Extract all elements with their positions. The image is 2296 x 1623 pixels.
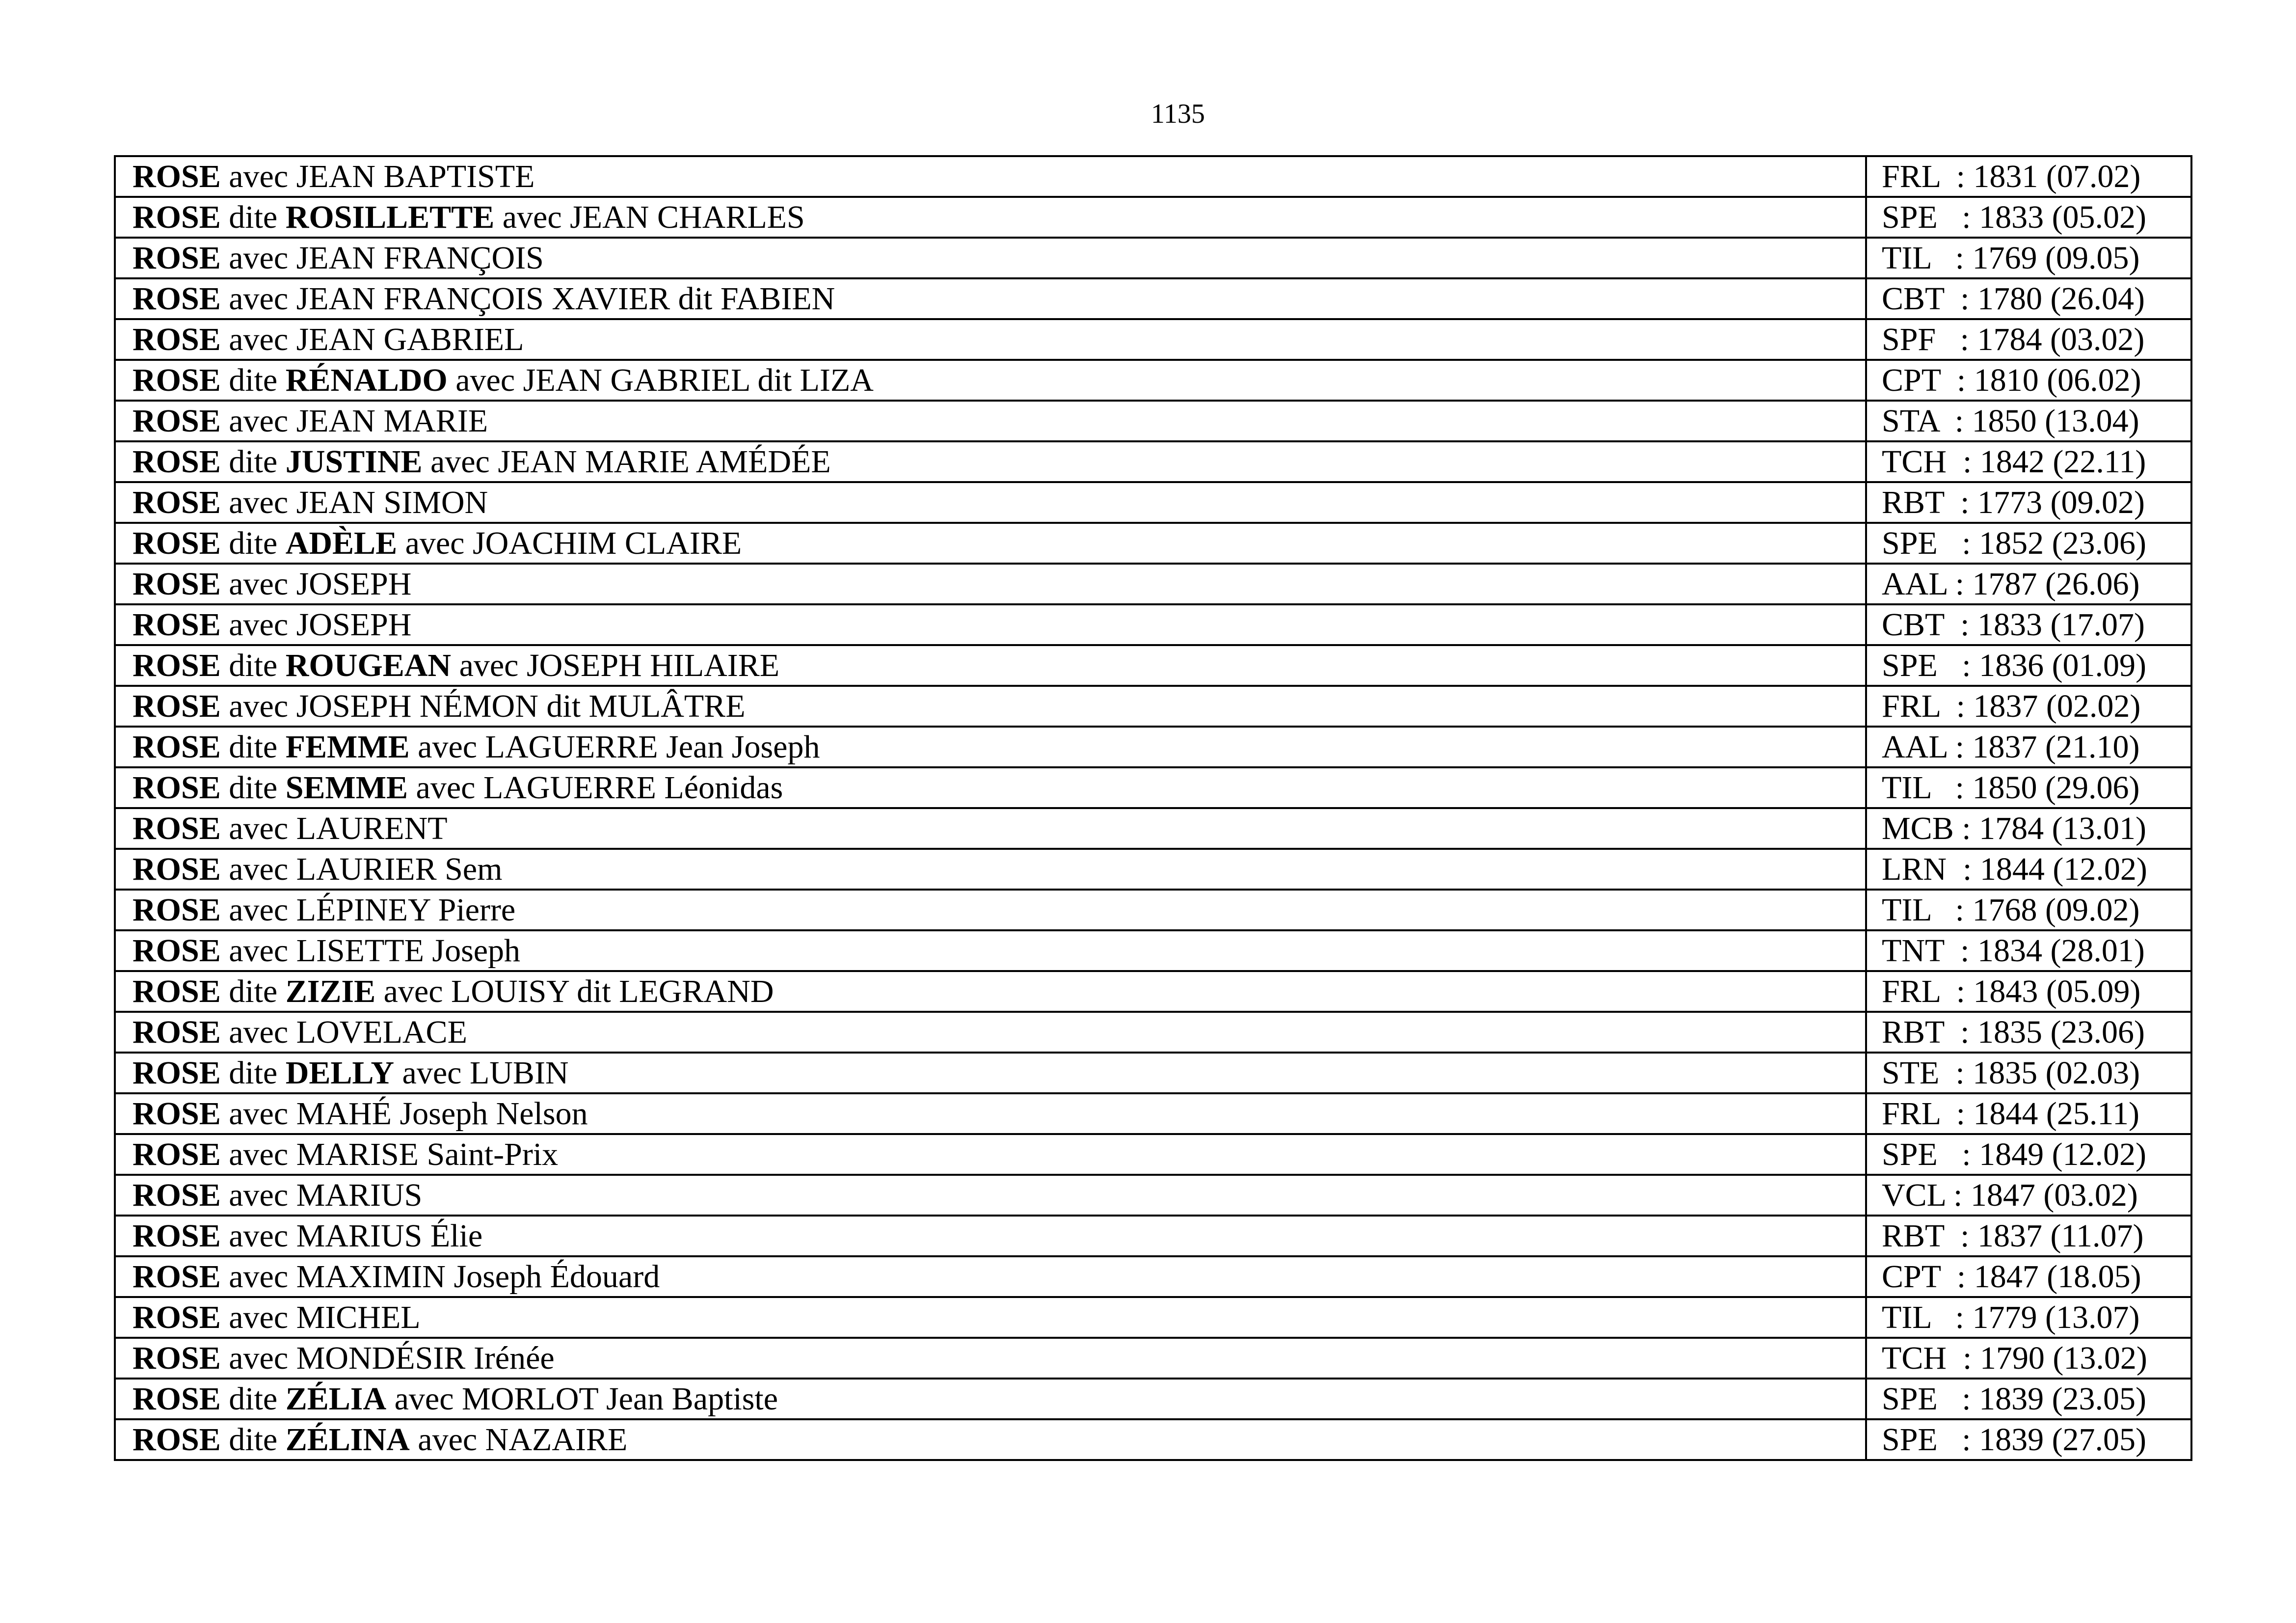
bride-alias: ROUGEAN xyxy=(285,648,452,683)
bride-name: ROSE xyxy=(133,1299,221,1335)
table-row xyxy=(115,971,2191,1012)
parish-date-reference: SPE : 1833 (05.02) xyxy=(1882,199,2147,235)
parish-date-reference: STA : 1850 (13.04) xyxy=(1882,403,2139,439)
table-row xyxy=(115,808,2191,849)
names-cell xyxy=(115,319,1866,360)
reference-cell xyxy=(1866,1216,2191,1256)
reference-cell xyxy=(1866,767,2191,808)
names-cell xyxy=(115,401,1866,441)
bride-alias: JUSTINE xyxy=(285,444,423,480)
bride-alias: FEMME xyxy=(285,729,410,765)
table-row xyxy=(115,1256,2191,1297)
names-cell xyxy=(115,727,1866,767)
bride-alias: ROSILLETTE xyxy=(285,199,495,235)
names-cell xyxy=(115,1297,1866,1338)
parish-date-reference: SPE : 1849 (12.02) xyxy=(1882,1136,2147,1172)
dite-word: dite xyxy=(229,1381,278,1417)
spouse-name: LOVELACE xyxy=(296,1014,467,1050)
parish-date-reference: LRN : 1844 (12.02) xyxy=(1882,851,2147,887)
bride-name: ROSE xyxy=(133,1218,221,1254)
reference-cell xyxy=(1866,849,2191,890)
avec-word: avec xyxy=(229,566,289,602)
dite-word: dite xyxy=(229,1422,278,1458)
reference-cell xyxy=(1866,441,2191,482)
table-row xyxy=(115,238,2191,278)
names-cell xyxy=(115,197,1866,238)
table-row xyxy=(115,401,2191,441)
dite-word: dite xyxy=(229,444,278,480)
names-cell xyxy=(115,645,1866,686)
avec-word: avec xyxy=(459,648,519,683)
parish-date-reference: FRL : 1837 (02.02) xyxy=(1882,688,2141,724)
table-row xyxy=(115,767,2191,808)
avec-word: avec xyxy=(229,851,289,887)
reference-cell xyxy=(1866,1134,2191,1175)
avec-word: avec xyxy=(405,525,465,561)
names-cell xyxy=(115,1053,1866,1093)
spouse-name: MAXIMIN Joseph Édouard xyxy=(296,1259,660,1295)
spouse-name: JOSEPH HILAIRE xyxy=(526,648,780,683)
spouse-name: LISETTE Joseph xyxy=(296,933,521,969)
reference-cell xyxy=(1866,808,2191,849)
bride-name: ROSE xyxy=(133,199,221,235)
table-row xyxy=(115,523,2191,564)
avec-word: avec xyxy=(229,1136,289,1172)
reference-cell xyxy=(1866,1053,2191,1093)
table-row xyxy=(115,441,2191,482)
table-row xyxy=(115,604,2191,645)
parish-date-reference: SPE : 1836 (01.09) xyxy=(1882,648,2147,683)
names-cell xyxy=(115,564,1866,604)
bride-name: ROSE xyxy=(133,444,221,480)
avec-word: avec xyxy=(229,485,289,520)
bride-name: ROSE xyxy=(133,729,221,765)
bride-name: ROSE xyxy=(133,525,221,561)
avec-word: avec xyxy=(502,199,562,235)
names-cell xyxy=(115,1134,1866,1175)
bride-name: ROSE xyxy=(133,240,221,276)
spouse-name: JOSEPH xyxy=(296,607,412,643)
names-cell xyxy=(115,360,1866,401)
spouse-name: JEAN MARIE xyxy=(296,403,488,439)
names-cell xyxy=(115,971,1866,1012)
names-cell xyxy=(115,1256,1866,1297)
parish-date-reference: CPT : 1847 (18.05) xyxy=(1882,1259,2141,1295)
avec-word: avec xyxy=(455,362,515,398)
spouse-name: JEAN BAPTISTE xyxy=(296,159,535,194)
bride-alias: ADÈLE xyxy=(285,525,398,561)
spouse-name: JEAN FRANÇOIS XAVIER dit FABIEN xyxy=(296,281,835,317)
parish-date-reference: TCH : 1790 (13.02) xyxy=(1882,1340,2147,1376)
parish-date-reference: MCB : 1784 (13.01) xyxy=(1882,811,2147,846)
names-cell xyxy=(115,767,1866,808)
parish-date-reference: STE : 1835 (02.03) xyxy=(1882,1055,2140,1091)
bride-alias: ZÉLIA xyxy=(285,1381,387,1417)
avec-word: avec xyxy=(416,770,476,806)
names-cell xyxy=(115,1093,1866,1134)
names-cell xyxy=(115,482,1866,523)
reference-cell xyxy=(1866,1379,2191,1419)
parish-date-reference: CBT : 1780 (26.04) xyxy=(1882,281,2145,317)
bride-name: ROSE xyxy=(133,362,221,398)
avec-word: avec xyxy=(229,892,289,928)
spouse-name: MARIUS xyxy=(296,1177,423,1213)
table-row xyxy=(115,360,2191,401)
spouse-name: MARISE Saint-Prix xyxy=(296,1136,559,1172)
dite-word: dite xyxy=(229,648,278,683)
table-row xyxy=(115,1175,2191,1216)
reference-cell xyxy=(1866,156,2191,197)
bride-name: ROSE xyxy=(133,566,221,602)
avec-word: avec xyxy=(229,1014,289,1050)
bride-name: ROSE xyxy=(133,1014,221,1050)
bride-name: ROSE xyxy=(133,933,221,969)
spouse-name: JEAN SIMON xyxy=(296,485,488,520)
dite-word: dite xyxy=(229,974,278,1009)
names-cell xyxy=(115,1012,1866,1053)
parish-date-reference: SPF : 1784 (03.02) xyxy=(1882,322,2145,357)
spouse-name: JEAN CHARLES xyxy=(570,199,805,235)
avec-word: avec xyxy=(229,688,289,724)
reference-cell xyxy=(1866,197,2191,238)
avec-word: avec xyxy=(229,1096,289,1132)
table-row xyxy=(115,1379,2191,1419)
parish-date-reference: TIL : 1850 (29.06) xyxy=(1882,770,2140,806)
spouse-name: JOSEPH xyxy=(296,566,412,602)
parish-date-reference: VCL : 1847 (03.02) xyxy=(1882,1177,2138,1213)
parish-date-reference: SPE : 1839 (27.05) xyxy=(1882,1422,2147,1458)
avec-word: avec xyxy=(229,159,289,194)
table-row xyxy=(115,564,2191,604)
spouse-name: LAURIER Sem xyxy=(296,851,503,887)
names-cell xyxy=(115,686,1866,727)
parish-date-reference: TIL : 1769 (09.05) xyxy=(1882,240,2140,276)
reference-cell xyxy=(1866,1175,2191,1216)
parish-date-reference: CPT : 1810 (06.02) xyxy=(1882,362,2141,398)
avec-word: avec xyxy=(229,322,289,357)
parish-date-reference: RBT : 1773 (09.02) xyxy=(1882,485,2145,520)
names-cell xyxy=(115,849,1866,890)
bride-alias: DELLY xyxy=(285,1055,395,1091)
bride-name: ROSE xyxy=(133,1136,221,1172)
reference-cell xyxy=(1866,1093,2191,1134)
parish-date-reference: AAL : 1787 (26.06) xyxy=(1882,566,2140,602)
names-cell xyxy=(115,930,1866,971)
bride-name: ROSE xyxy=(133,974,221,1009)
bride-name: ROSE xyxy=(133,1177,221,1213)
spouse-name: LAGUERRE Léonidas xyxy=(483,770,783,806)
reference-cell xyxy=(1866,1419,2191,1460)
parish-date-reference: AAL : 1837 (21.10) xyxy=(1882,729,2140,765)
avec-word: avec xyxy=(229,1259,289,1295)
reference-cell xyxy=(1866,319,2191,360)
bride-name: ROSE xyxy=(133,607,221,643)
spouse-name: MAHÉ Joseph Nelson xyxy=(296,1096,588,1132)
bride-name: ROSE xyxy=(133,770,221,806)
spouse-name: LOUISY dit LEGRAND xyxy=(451,974,774,1009)
table-row xyxy=(115,156,2191,197)
names-cell xyxy=(115,1338,1866,1379)
reference-cell xyxy=(1866,1256,2191,1297)
table-row xyxy=(115,197,2191,238)
avec-word: avec xyxy=(229,1177,289,1213)
bride-alias: ZÉLINA xyxy=(285,1422,410,1458)
dite-word: dite xyxy=(229,729,278,765)
bride-name: ROSE xyxy=(133,281,221,317)
dite-word: dite xyxy=(229,525,278,561)
avec-word: avec xyxy=(430,444,490,480)
bride-name: ROSE xyxy=(133,1096,221,1132)
spouse-name: NAZAIRE xyxy=(485,1422,628,1458)
avec-word: avec xyxy=(418,729,478,765)
reference-cell xyxy=(1866,523,2191,564)
parish-date-reference: SPE : 1839 (23.05) xyxy=(1882,1381,2147,1417)
avec-word: avec xyxy=(229,1340,289,1376)
avec-word: avec xyxy=(229,811,289,846)
reference-cell xyxy=(1866,401,2191,441)
spouse-name: MICHEL xyxy=(296,1299,421,1335)
names-cell xyxy=(115,278,1866,319)
parish-date-reference: TIL : 1779 (13.07) xyxy=(1882,1299,2140,1335)
names-cell xyxy=(115,1379,1866,1419)
parish-date-reference: RBT : 1835 (23.06) xyxy=(1882,1014,2145,1050)
bride-name: ROSE xyxy=(133,892,221,928)
dite-word: dite xyxy=(229,1055,278,1091)
parish-date-reference: CBT : 1833 (17.07) xyxy=(1882,607,2145,643)
table-row xyxy=(115,319,2191,360)
reference-cell xyxy=(1866,1338,2191,1379)
dite-word: dite xyxy=(229,362,278,398)
bride-alias: RÉNALDO xyxy=(285,362,448,398)
names-cell xyxy=(115,890,1866,930)
bride-name: ROSE xyxy=(133,1381,221,1417)
names-cell xyxy=(115,808,1866,849)
avec-word: avec xyxy=(402,1055,462,1091)
names-cell xyxy=(115,1175,1866,1216)
reference-cell xyxy=(1866,604,2191,645)
avec-word: avec xyxy=(229,403,289,439)
table-row xyxy=(115,849,2191,890)
names-cell xyxy=(115,604,1866,645)
reference-cell xyxy=(1866,1012,2191,1053)
parish-date-reference: SPE : 1852 (23.06) xyxy=(1882,525,2147,561)
spouse-name: LAGUERRE Jean Joseph xyxy=(485,729,820,765)
parish-date-reference: RBT : 1837 (11.07) xyxy=(1882,1218,2144,1254)
names-cell xyxy=(115,156,1866,197)
avec-word: avec xyxy=(229,1299,289,1335)
spouse-name: JEAN MARIE AMÉDÉE xyxy=(498,444,831,480)
bride-name: ROSE xyxy=(133,485,221,520)
names-cell xyxy=(115,441,1866,482)
reference-cell xyxy=(1866,686,2191,727)
table-row xyxy=(115,1134,2191,1175)
table-row xyxy=(115,686,2191,727)
avec-word: avec xyxy=(229,933,289,969)
reference-cell xyxy=(1866,727,2191,767)
avec-word: avec xyxy=(229,607,289,643)
table-row xyxy=(115,727,2191,767)
spouse-name: JEAN GABRIEL dit LIZA xyxy=(523,362,874,398)
avec-word: avec xyxy=(394,1381,454,1417)
spouse-name: LUBIN xyxy=(469,1055,569,1091)
spouse-name: JEAN GABRIEL xyxy=(296,322,524,357)
bride-name: ROSE xyxy=(133,851,221,887)
dite-word: dite xyxy=(229,770,278,806)
bride-name: ROSE xyxy=(133,688,221,724)
table-row xyxy=(115,482,2191,523)
spouse-name: LÉPINEY Pierre xyxy=(296,892,516,928)
reference-cell xyxy=(1866,238,2191,278)
table-row xyxy=(115,645,2191,686)
reference-cell xyxy=(1866,564,2191,604)
page-number: 1135 xyxy=(1151,99,1205,129)
names-cell xyxy=(115,1216,1866,1256)
spouse-name: MONDÉSIR Irénée xyxy=(296,1340,555,1376)
names-cell xyxy=(115,523,1866,564)
marriage-register-table xyxy=(114,155,2192,1461)
parish-date-reference: TCH : 1842 (22.11) xyxy=(1882,444,2146,480)
avec-word: avec xyxy=(418,1422,478,1458)
reference-cell xyxy=(1866,930,2191,971)
spouse-name: JOACHIM CLAIRE xyxy=(472,525,742,561)
spouse-name: MARIUS Élie xyxy=(296,1218,483,1254)
table-row xyxy=(115,1297,2191,1338)
table-row xyxy=(115,1419,2191,1460)
bride-name: ROSE xyxy=(133,811,221,846)
bride-name: ROSE xyxy=(133,322,221,357)
dite-word: dite xyxy=(229,199,278,235)
avec-word: avec xyxy=(383,974,443,1009)
bride-alias: ZIZIE xyxy=(285,974,376,1009)
parish-date-reference: FRL : 1844 (25.11) xyxy=(1882,1096,2139,1132)
bride-name: ROSE xyxy=(133,1055,221,1091)
table-row xyxy=(115,1093,2191,1134)
table-row xyxy=(115,278,2191,319)
table-row xyxy=(115,930,2191,971)
bride-name: ROSE xyxy=(133,1259,221,1295)
parish-date-reference: TIL : 1768 (09.02) xyxy=(1882,892,2140,928)
bride-name: ROSE xyxy=(133,1422,221,1458)
names-cell xyxy=(115,238,1866,278)
reference-cell xyxy=(1866,645,2191,686)
names-cell xyxy=(115,1419,1866,1460)
spouse-name: LAURENT xyxy=(296,811,448,846)
table-row xyxy=(115,1338,2191,1379)
avec-word: avec xyxy=(229,240,289,276)
table-row xyxy=(115,1053,2191,1093)
reference-cell xyxy=(1866,1297,2191,1338)
table-row xyxy=(115,1216,2191,1256)
spouse-name: JOSEPH NÉMON dit MULÂTRE xyxy=(296,688,746,724)
reference-cell xyxy=(1866,482,2191,523)
reference-cell xyxy=(1866,278,2191,319)
reference-cell xyxy=(1866,890,2191,930)
bride-name: ROSE xyxy=(133,648,221,683)
table-row xyxy=(115,890,2191,930)
avec-word: avec xyxy=(229,1218,289,1254)
register-body xyxy=(115,156,2191,1460)
reference-cell xyxy=(1866,971,2191,1012)
avec-word: avec xyxy=(229,281,289,317)
parish-date-reference: TNT : 1834 (28.01) xyxy=(1882,933,2145,969)
table-row xyxy=(115,1012,2191,1053)
spouse-name: MORLOT Jean Baptiste xyxy=(462,1381,778,1417)
bride-name: ROSE xyxy=(133,1340,221,1376)
parish-date-reference: FRL : 1843 (05.09) xyxy=(1882,974,2141,1009)
bride-name: ROSE xyxy=(133,403,221,439)
reference-cell xyxy=(1866,360,2191,401)
parish-date-reference: FRL : 1831 (07.02) xyxy=(1882,159,2141,194)
bride-alias: SEMME xyxy=(285,770,408,806)
spouse-name: JEAN FRANÇOIS xyxy=(296,240,544,276)
bride-name: ROSE xyxy=(133,159,221,194)
